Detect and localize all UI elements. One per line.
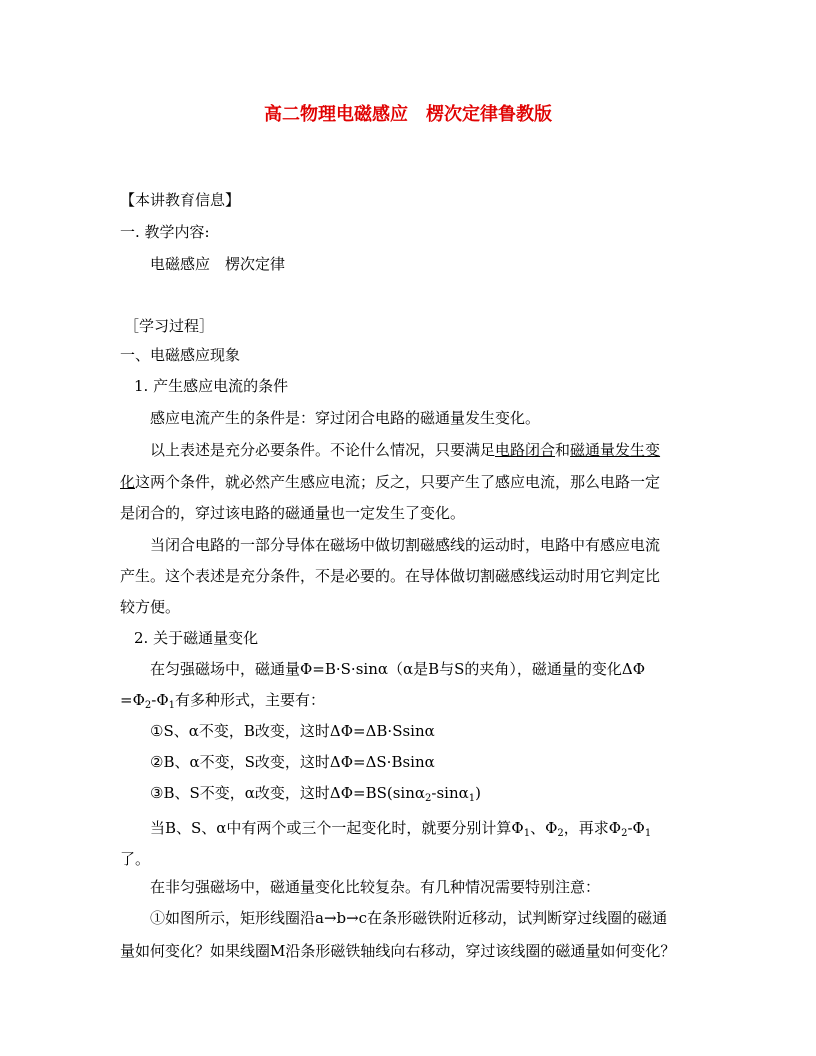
para4-line1: 在匀强磁场中，磁通量Φ=B·S·sinα（α是B与S的夹角），磁通量的变化ΔΦ [150, 660, 646, 678]
para5-line2: 了。 [120, 850, 151, 868]
item2-heading: 2. 关于磁通量变化 [134, 629, 259, 647]
para6: 在非匀强磁场中，磁通量变化比较复杂。有几种情况需要特别注意： [150, 878, 601, 896]
para2-line2: 化这两个条件，就必然产生感应电流；反之，只要产生了感应电流，那么电路一定 [120, 473, 661, 491]
item1-heading: 1. 产生感应电流的条件 [134, 377, 289, 395]
case-1: ①S、α不变，B改变，这时ΔΦ=ΔB·Ssinα [150, 722, 435, 740]
para3-line2: 产生。这个表述是充分条件，不是必要的。在导体做切割磁感线运动时用它判定比 [120, 567, 661, 585]
process-header: ［学习过程］ [124, 317, 215, 335]
para7-line2: 量如何变化？如果线圈M沿条形磁铁轴线向右移动，穿过该线圈的磁通量如何变化？ [120, 942, 676, 960]
case-3: ③B、S不变，α改变，这时ΔΦ=BS(sinα$_2$-sinα$_1$) [150, 784, 481, 804]
para7-line1: ①如图所示，矩形线圈沿a→b→c在条形磁铁附近移动，试判断穿过线圈的磁通 [150, 909, 668, 927]
para3-line1: 当闭合电路的一部分导体在磁场中做切割磁感线的运动时，电路中有感应电流 [150, 536, 661, 554]
para5-line1: 当B、S、α中有两个或三个一起变化时，就要分别计算$\Phi_1$、$\Phi_2$，再求$\Phi_2-\Phi_1$ [150, 819, 652, 839]
para3-line3: 较方便。 [120, 598, 181, 616]
info-header: 【本讲教育信息】 [120, 191, 241, 209]
case-2: ②B、α不变，S改变，这时ΔΦ=ΔS·Bsinα [150, 753, 435, 771]
section1-heading: 一. 教学内容: [120, 223, 210, 241]
underline-circuit-closed: 电路闭合 [495, 441, 556, 459]
underline-flux-change-end: 化 [120, 473, 136, 491]
section1-content: 电磁感应 楞次定律 [150, 255, 286, 273]
part1-heading: 一、电磁感应现象 [120, 346, 241, 364]
para4-line2: $=\Phi_2-\Phi_1$有多种形式，主要有： [120, 691, 326, 711]
document-title: 高二物理电磁感应 楞次定律鲁教版 [264, 104, 552, 125]
underline-flux-change: 磁通量发生变 [570, 441, 661, 459]
para2-line3: 是闭合的，穿过该电路的磁通量也一定发生了变化。 [120, 504, 466, 522]
para2-line1: 以上表述是充分必要条件。不论什么情况，只要满足电路闭合和磁通量发生变 [150, 441, 661, 459]
item1-line1: 感应电流产生的条件是：穿过闭合电路的磁通量发生变化。 [150, 409, 541, 427]
